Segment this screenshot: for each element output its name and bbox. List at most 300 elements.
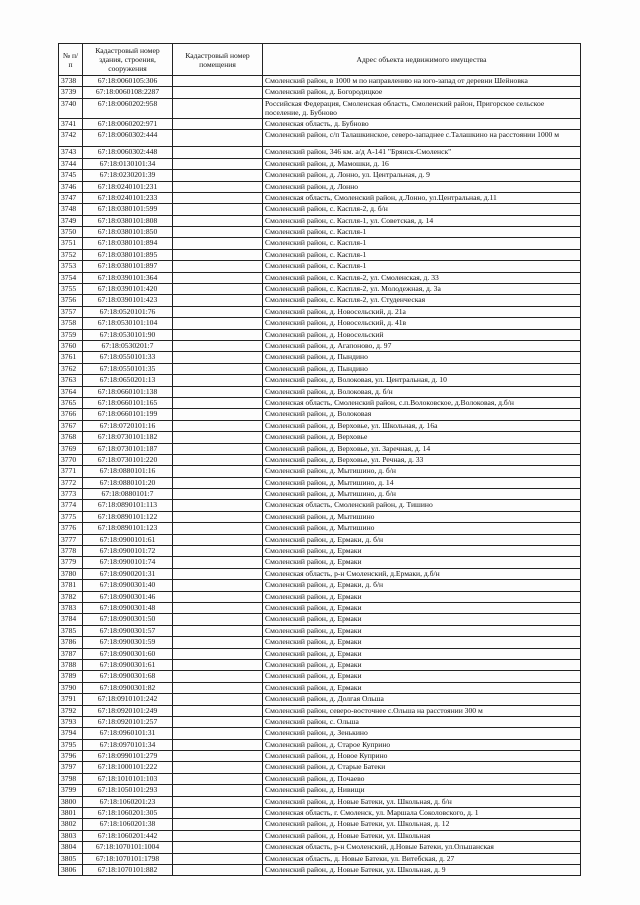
cadastral-number: 67:18:0550101:33	[83, 352, 173, 363]
room-cadastral-number	[173, 432, 263, 443]
cadastral-number: 67:18:0900301:82	[83, 682, 173, 693]
object-address: Смоленский район, д. Волоковая	[263, 409, 581, 420]
row-number: 3760	[59, 341, 83, 352]
table-row	[59, 158, 581, 169]
cadastral-number: 67:18:0900101:72	[83, 546, 173, 557]
object-address: Смоленский район, д. Верховье	[263, 432, 581, 443]
cadastral-number: 67:18:0900301:60	[83, 648, 173, 659]
row-number: 3740	[59, 98, 83, 118]
room-cadastral-number	[173, 87, 263, 98]
object-address: Смоленский район, д. Верховье, ул. Заречная, д. 14	[263, 443, 581, 454]
table-row	[59, 227, 581, 238]
row-number: 3751	[59, 238, 83, 249]
table-row	[59, 591, 581, 602]
row-number: 3797	[59, 762, 83, 773]
object-address: Смоленский район, с. Каспля-1	[263, 249, 581, 260]
table-row	[59, 98, 581, 118]
row-number: 3790	[59, 682, 83, 693]
object-address: Смоленский район, д. Волоковая, ул. Центральная, д. 10	[263, 375, 581, 386]
table-row	[59, 739, 581, 750]
room-cadastral-number	[173, 534, 263, 545]
cadastral-number: 67:18:0900101:61	[83, 534, 173, 545]
room-cadastral-number	[173, 739, 263, 750]
row-number: 3773	[59, 489, 83, 500]
cadastral-number: 67:18:0390101:423	[83, 295, 173, 306]
table-row	[59, 523, 581, 534]
cadastral-number: 67:18:0920101:257	[83, 716, 173, 727]
cadastral-number: 67:18:0650201:13	[83, 375, 173, 386]
row-number: 3776	[59, 523, 83, 534]
room-cadastral-number	[173, 130, 263, 147]
row-number: 3786	[59, 637, 83, 648]
table-row	[59, 728, 581, 739]
room-cadastral-number	[173, 580, 263, 591]
table-row	[59, 773, 581, 784]
table-row	[59, 614, 581, 625]
object-address: Смоленский район, д. Ермаки	[263, 625, 581, 636]
room-cadastral-number	[173, 830, 263, 841]
row-number: 3802	[59, 819, 83, 830]
room-cadastral-number	[173, 625, 263, 636]
cadastral-number: 67:18:0380101:894	[83, 238, 173, 249]
object-address: Смоленский район, д. Мытишино	[263, 511, 581, 522]
table-row	[59, 118, 581, 129]
table-row	[59, 785, 581, 796]
object-address: Смоленский район, с. Каспля-1, ул. Советская, д. 14	[263, 215, 581, 226]
table-row	[59, 272, 581, 283]
cadastral-number: 67:18:0880101:20	[83, 477, 173, 488]
cadastral-number: 67:18:0960101:31	[83, 728, 173, 739]
object-address: Смоленский район, д. Пындино	[263, 352, 581, 363]
row-number: 3804	[59, 842, 83, 853]
cadastral-number: 67:18:0660101:199	[83, 409, 173, 420]
cadastral-number: 67:18:0530101:104	[83, 318, 173, 329]
table-row	[59, 659, 581, 670]
cadastral-number: 67:18:0900301:61	[83, 659, 173, 670]
row-number: 3761	[59, 352, 83, 363]
room-cadastral-number	[173, 751, 263, 762]
room-cadastral-number	[173, 602, 263, 613]
table-row	[59, 76, 581, 87]
object-address: Смоленский район, д. Ермаки	[263, 602, 581, 613]
object-address: Смоленский район, с. Каспля-2, ул. Студенческая	[263, 295, 581, 306]
cadastral-number: 67:18:0900301:68	[83, 671, 173, 682]
cadastral-number: 67:18:1060201:23	[83, 796, 173, 807]
object-address: Смоленская область, р-н Смоленский, д.Ермаки, д.б/н	[263, 568, 581, 579]
table-row	[59, 625, 581, 636]
object-address: Смоленская область, Смоленский район, с.п.Волоковское, д.Волоковая, д.б/н	[263, 397, 581, 408]
cadastral-number: 67:18:0660101:138	[83, 386, 173, 397]
object-address: Смоленский район, д. Ермаки, д. б/н	[263, 580, 581, 591]
row-number: 3774	[59, 500, 83, 511]
cadastral-number: 67:18:0230201:39	[83, 170, 173, 181]
table-row	[59, 295, 581, 306]
row-number: 3763	[59, 375, 83, 386]
cadastral-number: 67:18:1060201:38	[83, 819, 173, 830]
object-address: Смоленский район, д. Новосельский, д. 41в	[263, 318, 581, 329]
row-number: 3794	[59, 728, 83, 739]
cadastral-number: 67:18:0900301:46	[83, 591, 173, 602]
room-cadastral-number	[173, 614, 263, 625]
cadastral-number: 67:18:0900301:40	[83, 580, 173, 591]
table-row	[59, 637, 581, 648]
room-cadastral-number	[173, 272, 263, 283]
cadastral-number: 67:18:0890101:123	[83, 523, 173, 534]
table-row	[59, 432, 581, 443]
row-number: 3744	[59, 158, 83, 169]
table-row	[59, 375, 581, 386]
row-number: 3806	[59, 864, 83, 875]
cadastral-number: 67:18:0900301:48	[83, 602, 173, 613]
row-number: 3765	[59, 397, 83, 408]
object-address: Смоленский район, д. Пындино	[263, 363, 581, 374]
table-row	[59, 557, 581, 568]
row-number: 3764	[59, 386, 83, 397]
table-row	[59, 808, 581, 819]
object-address: Смоленский район, д. Ермаки	[263, 648, 581, 659]
row-number: 3778	[59, 546, 83, 557]
table-row	[59, 238, 581, 249]
room-cadastral-number	[173, 671, 263, 682]
table-row	[59, 147, 581, 158]
table-row	[59, 716, 581, 727]
table-row	[59, 443, 581, 454]
table-row	[59, 511, 581, 522]
object-address: Смоленская область, д. Бубново	[263, 118, 581, 129]
table-row	[59, 489, 581, 500]
room-cadastral-number	[173, 648, 263, 659]
row-number: 3745	[59, 170, 83, 181]
room-cadastral-number	[173, 420, 263, 431]
header-room: Кадастровый номер помещения	[173, 44, 263, 76]
row-number: 3787	[59, 648, 83, 659]
row-number: 3800	[59, 796, 83, 807]
object-address: Смоленская область, р-н Смоленский, д.Новые Батеки, ул.Ольшанская	[263, 842, 581, 853]
row-number: 3792	[59, 705, 83, 716]
object-address: Смоленский район, с. Каспля-1	[263, 238, 581, 249]
table-row	[59, 409, 581, 420]
object-address: Смоленский район, д. Ермаки	[263, 591, 581, 602]
object-address: Смоленский район, с. Ольша	[263, 716, 581, 727]
room-cadastral-number	[173, 295, 263, 306]
room-cadastral-number	[173, 306, 263, 317]
room-cadastral-number	[173, 204, 263, 215]
row-number: 3779	[59, 557, 83, 568]
cadastral-number: 67:18:1060201:442	[83, 830, 173, 841]
cadastral-number: 67:18:0890101:113	[83, 500, 173, 511]
row-number: 3783	[59, 602, 83, 613]
table-row	[59, 284, 581, 295]
object-address: Смоленский район, д. Волоковая, д. б/н	[263, 386, 581, 397]
cadastral-number: 67:18:1070101:1798	[83, 853, 173, 864]
table-row	[59, 397, 581, 408]
cadastral-number: 67:18:0910101:242	[83, 694, 173, 705]
cadastral-number: 67:18:0380101:850	[83, 227, 173, 238]
cadastral-number: 67:18:0550101:35	[83, 363, 173, 374]
cadastral-number: 67:18:1000101:222	[83, 762, 173, 773]
room-cadastral-number	[173, 705, 263, 716]
cadastral-number: 67:18:0390101:364	[83, 272, 173, 283]
room-cadastral-number	[173, 853, 263, 864]
row-number: 3793	[59, 716, 83, 727]
object-address: Смоленский район, д. Зенькино	[263, 728, 581, 739]
room-cadastral-number	[173, 249, 263, 260]
table-row	[59, 204, 581, 215]
table-row	[59, 341, 581, 352]
table-row	[59, 261, 581, 272]
row-number: 3742	[59, 130, 83, 147]
object-address: Смоленский район, д. Новые Батеки, ул. Школьная	[263, 830, 581, 841]
object-address: Смоленский район, д. Лонно	[263, 181, 581, 192]
room-cadastral-number	[173, 409, 263, 420]
row-number: 3803	[59, 830, 83, 841]
registry-table	[58, 43, 581, 876]
cadastral-number: 67:18:0530201:7	[83, 341, 173, 352]
room-cadastral-number	[173, 773, 263, 784]
table-row	[59, 192, 581, 203]
room-cadastral-number	[173, 170, 263, 181]
row-number: 3795	[59, 739, 83, 750]
row-number: 3749	[59, 215, 83, 226]
cadastral-number: 67:18:0890101:122	[83, 511, 173, 522]
object-address: Смоленский район, д. Новосельский	[263, 329, 581, 340]
row-number: 3796	[59, 751, 83, 762]
room-cadastral-number	[173, 329, 263, 340]
row-number: 3784	[59, 614, 83, 625]
object-address: Смоленский район, с. Каспля-1	[263, 261, 581, 272]
object-address: Смоленский район, д. Лонно, ул. Центральная, д. 9	[263, 170, 581, 181]
room-cadastral-number	[173, 284, 263, 295]
room-cadastral-number	[173, 158, 263, 169]
cadastral-number: 67:18:0240101:233	[83, 192, 173, 203]
table-row	[59, 671, 581, 682]
header-cadastral: Кадастровый номер здания, строения, сооружения	[83, 44, 173, 76]
cadastral-number: 67:18:1050101:293	[83, 785, 173, 796]
row-number: 3799	[59, 785, 83, 796]
room-cadastral-number	[173, 98, 263, 118]
room-cadastral-number	[173, 728, 263, 739]
cadastral-number: 67:18:0900101:74	[83, 557, 173, 568]
room-cadastral-number	[173, 682, 263, 693]
cadastral-number: 67:18:0060202:971	[83, 118, 173, 129]
room-cadastral-number	[173, 375, 263, 386]
cadastral-number: 67:18:0520101:76	[83, 306, 173, 317]
row-number: 3767	[59, 420, 83, 431]
row-number: 3755	[59, 284, 83, 295]
room-cadastral-number	[173, 500, 263, 511]
row-number: 3785	[59, 625, 83, 636]
object-address: Смоленский район, д. Мытишино, д. б/н	[263, 466, 581, 477]
row-number: 3798	[59, 773, 83, 784]
table-row	[59, 215, 581, 226]
room-cadastral-number	[173, 192, 263, 203]
object-address: Смоленский район, д. Старое Куприно	[263, 739, 581, 750]
row-number: 3758	[59, 318, 83, 329]
object-address: Смоленский район, д. Ермаки	[263, 614, 581, 625]
object-address: Смоленский район, д. Ермаки	[263, 546, 581, 557]
row-number: 3752	[59, 249, 83, 260]
object-address: Смоленский район, в 1000 м по направлению на юго-запад от деревни Шейновка	[263, 76, 581, 87]
room-cadastral-number	[173, 397, 263, 408]
room-cadastral-number	[173, 227, 263, 238]
object-address: Смоленская область, Смоленский район, д.Лонно, ул.Центральная, д.11	[263, 192, 581, 203]
table-row	[59, 352, 581, 363]
table-row	[59, 682, 581, 693]
cadastral-number: 67:18:0660101:165	[83, 397, 173, 408]
object-address: Смоленский район, с. Каспля-1	[263, 227, 581, 238]
object-address: Смоленский район, д. Новые Батеки, ул. Школьная, д. 9	[263, 864, 581, 875]
object-address: Смоленский район, д. Мытишино	[263, 523, 581, 534]
table-header	[59, 44, 581, 76]
cadastral-number: 67:18:0240101:231	[83, 181, 173, 192]
cadastral-number: 67:18:0730101:182	[83, 432, 173, 443]
room-cadastral-number	[173, 318, 263, 329]
object-address: Смоленский район, д. Агапоново, д. 97	[263, 341, 581, 352]
cadastral-number: 67:18:0380101:808	[83, 215, 173, 226]
room-cadastral-number	[173, 118, 263, 129]
table-row	[59, 534, 581, 545]
table-row	[59, 420, 581, 431]
object-address: Смоленская область, г. Смоленск, ул. Маршала Соколовского, д. 1	[263, 808, 581, 819]
cadastral-number: 67:18:1060201:305	[83, 808, 173, 819]
cadastral-number: 67:18:0900301:50	[83, 614, 173, 625]
room-cadastral-number	[173, 215, 263, 226]
row-number: 3759	[59, 329, 83, 340]
object-address: Смоленский район, с. Каспля-2, д. б/н	[263, 204, 581, 215]
cadastral-number: 67:18:0730101:220	[83, 454, 173, 465]
row-number: 3762	[59, 363, 83, 374]
cadastral-number: 67:18:0060105:306	[83, 76, 173, 87]
table-row	[59, 130, 581, 147]
room-cadastral-number	[173, 591, 263, 602]
row-number: 3747	[59, 192, 83, 203]
row-number: 3780	[59, 568, 83, 579]
room-cadastral-number	[173, 147, 263, 158]
row-number: 3769	[59, 443, 83, 454]
room-cadastral-number	[173, 546, 263, 557]
room-cadastral-number	[173, 523, 263, 534]
table-row	[59, 705, 581, 716]
table-row	[59, 181, 581, 192]
room-cadastral-number	[173, 466, 263, 477]
room-cadastral-number	[173, 76, 263, 87]
row-number: 3766	[59, 409, 83, 420]
table-row	[59, 170, 581, 181]
room-cadastral-number	[173, 659, 263, 670]
object-address: Смоленский район, д. Мытишино, д. б/н	[263, 489, 581, 500]
table-row	[59, 477, 581, 488]
cadastral-number: 67:18:0390101:420	[83, 284, 173, 295]
table-row	[59, 819, 581, 830]
room-cadastral-number	[173, 785, 263, 796]
object-address: Смоленский район, д. Долгая Ольша	[263, 694, 581, 705]
cadastral-number: 67:18:0920101:249	[83, 705, 173, 716]
table-row	[59, 580, 581, 591]
table-row	[59, 318, 581, 329]
table-row	[59, 306, 581, 317]
room-cadastral-number	[173, 796, 263, 807]
object-address: Смоленский район, д. Мамошки, д. 16	[263, 158, 581, 169]
object-address: Смоленский район, д. Новые Батеки, ул. Школьная, д. 12	[263, 819, 581, 830]
room-cadastral-number	[173, 454, 263, 465]
cadastral-number: 67:18:1070101:882	[83, 864, 173, 875]
object-address: Смоленский район, д. Ермаки	[263, 557, 581, 568]
cadastral-number: 67:18:0900301:57	[83, 625, 173, 636]
cadastral-number: 67:18:0060302:448	[83, 147, 173, 158]
row-number: 3738	[59, 76, 83, 87]
room-cadastral-number	[173, 716, 263, 727]
room-cadastral-number	[173, 363, 263, 374]
cadastral-number: 67:18:0990101:279	[83, 751, 173, 762]
room-cadastral-number	[173, 568, 263, 579]
cadastral-number: 67:18:0720101:16	[83, 420, 173, 431]
cadastral-number: 67:18:0130101:34	[83, 158, 173, 169]
room-cadastral-number	[173, 352, 263, 363]
row-number: 3748	[59, 204, 83, 215]
object-address: Смоленский район, д. Новые Батеки, ул. Школьная, д. б/н	[263, 796, 581, 807]
object-address: Смоленская область, д. Новые Батеки, ул. Витебская, д. 27	[263, 853, 581, 864]
object-address: Смоленский район, д. Богородицкое	[263, 87, 581, 98]
table-row	[59, 454, 581, 465]
row-number: 3788	[59, 659, 83, 670]
object-address: Смоленский район, д. Верховье, ул. Речная, д. 33	[263, 454, 581, 465]
room-cadastral-number	[173, 443, 263, 454]
object-address: Смоленский район, 346 км. а/д А-141 "Брянск-Смоленск"	[263, 147, 581, 158]
room-cadastral-number	[173, 694, 263, 705]
table-row	[59, 363, 581, 374]
row-number: 3743	[59, 147, 83, 158]
table-row	[59, 568, 581, 579]
object-address: Смоленский район, д. Ермаки	[263, 637, 581, 648]
room-cadastral-number	[173, 489, 263, 500]
room-cadastral-number	[173, 386, 263, 397]
object-address: Смоленский район, д. Верховье, ул. Школьная, д. 16а	[263, 420, 581, 431]
row-number: 3756	[59, 295, 83, 306]
cadastral-number: 67:18:0880101:7	[83, 489, 173, 500]
cadastral-number: 67:18:0380101:897	[83, 261, 173, 272]
row-number: 3753	[59, 261, 83, 272]
header-num: № п/п	[59, 44, 83, 76]
room-cadastral-number	[173, 762, 263, 773]
cadastral-number: 67:18:0060108:2287	[83, 87, 173, 98]
row-number: 3757	[59, 306, 83, 317]
table-row	[59, 853, 581, 864]
row-number: 3777	[59, 534, 83, 545]
row-number: 3772	[59, 477, 83, 488]
row-number: 3789	[59, 671, 83, 682]
table-row	[59, 694, 581, 705]
object-address: Смоленский район, д. Ермаки	[263, 682, 581, 693]
room-cadastral-number	[173, 637, 263, 648]
object-address: Смоленский район, с. Каспля-2, ул. Смоленская, д. 33	[263, 272, 581, 283]
cadastral-number: 67:18:0380101:599	[83, 204, 173, 215]
row-number: 3739	[59, 87, 83, 98]
table-row	[59, 751, 581, 762]
cadastral-number: 67:18:0970101:34	[83, 739, 173, 750]
row-number: 3805	[59, 853, 83, 864]
room-cadastral-number	[173, 511, 263, 522]
row-number: 3750	[59, 227, 83, 238]
table-row	[59, 546, 581, 557]
row-number: 3781	[59, 580, 83, 591]
cadastral-number: 67:18:0900201:31	[83, 568, 173, 579]
object-address: Смоленский район, с/п Талашкинское, северо-западнее с.Талашкино на расстоянии 1000 м	[263, 130, 581, 147]
table-row	[59, 249, 581, 260]
table-row	[59, 864, 581, 875]
object-address: Смоленский район, северо-восточнее с.Ольша на расстоянии 300 м	[263, 705, 581, 716]
row-number: 3775	[59, 511, 83, 522]
table-row	[59, 830, 581, 841]
